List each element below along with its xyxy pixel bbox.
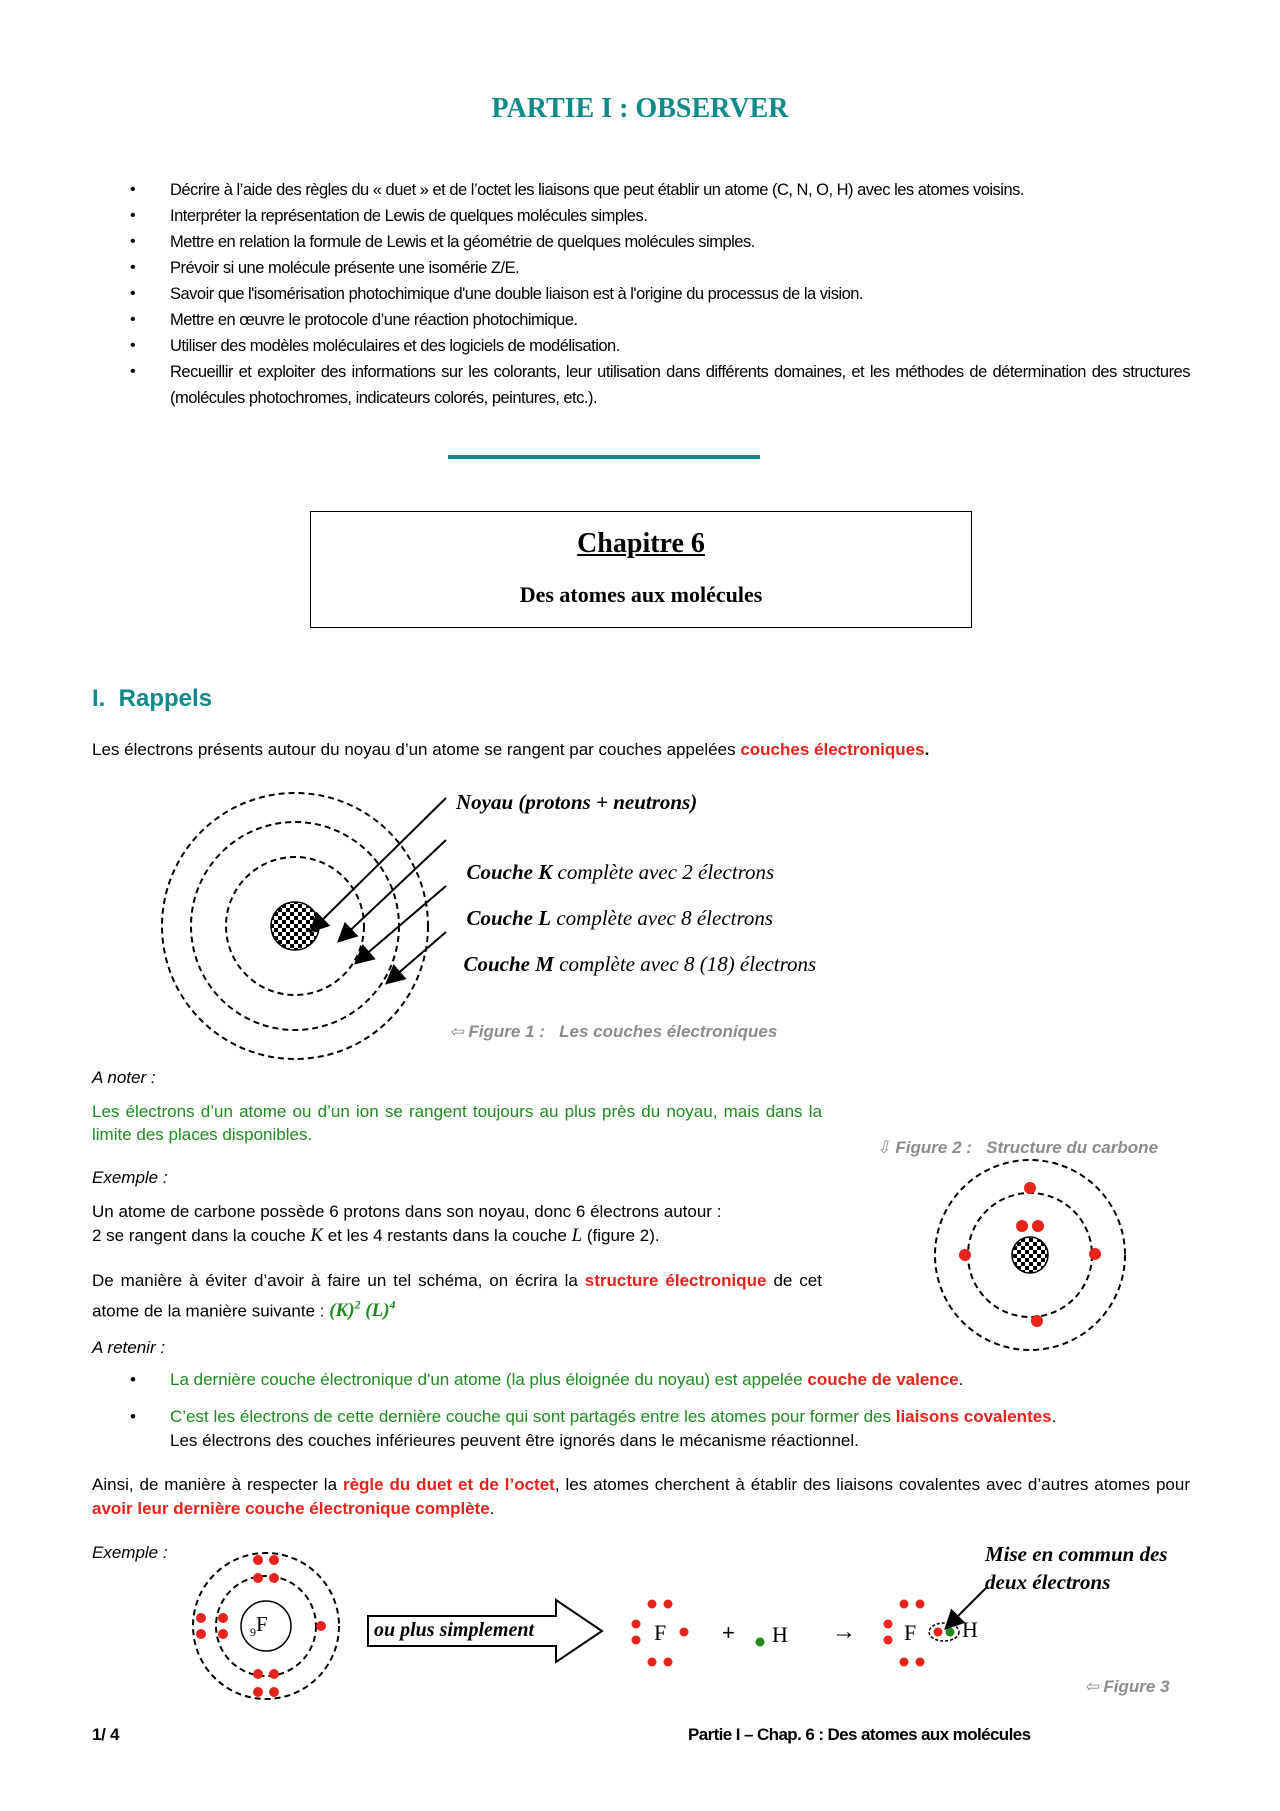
objective-item: • Prévoir si une molécule présente une isomérie Z/E. [130,255,1190,281]
hf-h-symbol: H [962,1617,978,1642]
arrow-down-icon: ⇩ [876,1138,896,1157]
section-heading: I. Rappels [92,685,213,712]
note-text: Les électrons d’un atome ou d’un ion se rangent toujours au plus près du noyau, mais dans la limite des places disponibles. [92,1102,822,1144]
chapter-box [310,511,972,628]
intro-text: Les électrons présents autour du noyau d’un atome se rangent par couches appelées [92,740,741,759]
objectives-list [130,177,1190,411]
arrow-left-icon: ⇦ [449,1022,469,1041]
chapter-title: Chapitre 6 [577,528,705,559]
mise-en-commun-label: Mise en commun des deux électrons [985,1542,1168,1594]
chapter-subtitle: Des atomes aux molécules [519,582,763,607]
example1-text: Un atome de carbone possède 6 protons dans son noyau, donc 6 électrons autour : 2 se rangent dans la couche K et les 4 restants dans la couche L (figure 2). [92,1202,722,1246]
figure2-caption: ⇩ Figure 2 : Structure du carbone [876,1138,1159,1157]
plus-sign: + [722,1620,735,1645]
label-noyau: Noyau (protons + neutrons) [456,790,698,814]
separator-line [448,455,760,459]
ainsi-paragraph: Ainsi, de manière à respecter la règle du duet et de l’octet, les atomes cherchent à établir des liaisons covalentes avec d’autres atomes pour avoir leur dernière couche électronique complète. [92,1475,1190,1518]
electron-l [1031,1315,1043,1327]
lewis-f-symbol: F [654,1620,667,1645]
objective-item: • Interpréter la représentation de Lewis de quelques molécules simples. [130,203,1190,229]
simplify-arrow-label: ou plus simplement [374,1619,535,1641]
intro-end: . [924,740,930,759]
mise-en-commun-arrow [935,1585,995,1635]
footer-title: Partie I – Chap. 6 : Des atomes aux molécules [688,1725,1031,1744]
objective-item: • Mettre en relation la formule de Lewis et la géométrie de quelques molécules simples. [130,229,1190,255]
lewis-h-symbol: H [772,1622,788,1647]
electron-l [1089,1248,1101,1260]
note-label: A noter : [92,1068,156,1087]
example1-label: Exemple : [92,1168,168,1187]
fluorine-symbol: $_9$F [250,1612,268,1640]
label-couche-k: Couche K complète avec 2 électrons [466,860,775,884]
example1-structure-paragraph: De manière à éviter d’avoir à faire un tel schéma, on écrira la structure électronique de cet atome de la manière suivante : $(K)^2$ $(L)^4$ [92,1271,822,1322]
intro-highlight: couches électroniques [740,740,925,759]
footer-page-number: 1/ 4 [92,1725,120,1744]
electron-k [1016,1220,1028,1232]
part-title: PARTIE I : OBSERVER [491,93,789,124]
figure3-fluorine-atom [188,1540,348,1710]
figure1-arrows [300,790,460,1010]
figure1-caption: ⇦ Figure 1 : Les couches électroniques [449,1022,778,1041]
figure2-carbon-diagram [925,1150,1135,1360]
intro-paragraph [92,740,929,760]
label-couche-m: Couche M complète avec 8 (18) électrons [463,952,817,976]
objective-item: • Décrire à l’aide des règles du « duet » et de l’octet les liaisons que peut établir un atome (C, N, O, H) avec les atomes voisins. [130,177,1190,203]
electron-l [1024,1182,1036,1194]
hf-f-symbol: F [904,1620,917,1645]
arrow-left-icon: ⇦ [1084,1677,1104,1696]
objective-item: • Utiliser des modèles moléculaires et des logiciels de modélisation. [130,333,1190,359]
label-couche-l: Couche L complète avec 8 électrons [466,906,774,930]
example2-label: Exemple : [92,1543,168,1562]
objective-item: • Mettre en œuvre le protocole d’une réaction photochimique. [130,307,1190,333]
objective-item: • Savoir que l'isomérisation photochimique d'une double liaison est à l'origine du processus de la vision. [130,281,1190,307]
electron-k [1032,1220,1044,1232]
yields-arrow: → [832,1618,856,1645]
lewis-hydrogen-electron [754,1636,766,1648]
figure3-caption: ⇦ Figure 3 [1084,1677,1170,1696]
objective-item: • Recueillir et exploiter des informations sur les colorants, leur utilisation dans différents domaines, et les méthodes de détermination des structures (molécules photochromes, indicateurs colorés, peintures, etc.). [130,359,1190,411]
electron-l [959,1249,971,1261]
retenir-label: A retenir : [92,1338,166,1357]
